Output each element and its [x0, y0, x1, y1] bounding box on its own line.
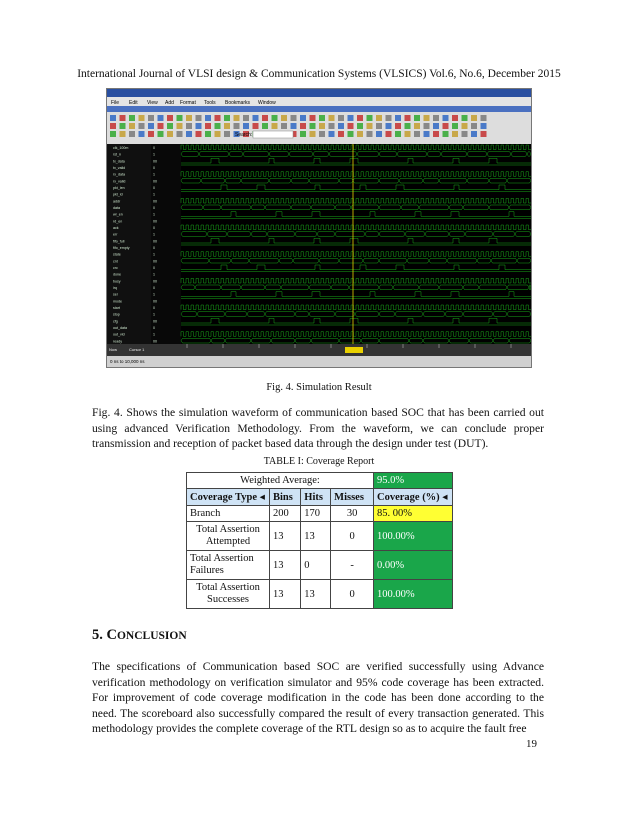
toolbar-icon[interactable]	[481, 115, 487, 121]
toolbar-icon[interactable]	[405, 131, 411, 137]
toolbar-icon[interactable]	[395, 131, 401, 137]
toolbar-icon[interactable]	[348, 115, 354, 121]
signal-value: 00	[153, 299, 157, 304]
toolbar-icon[interactable]	[452, 131, 458, 137]
toolbar-icon[interactable]	[196, 131, 202, 137]
figure-caption: Fig. 4. Simulation Result	[266, 382, 372, 393]
svg-text:Now: Now	[109, 347, 118, 352]
signal-value: 0	[153, 186, 155, 190]
signal-name[interactable]: pkt_id	[113, 192, 123, 197]
toolbar-icon[interactable]	[243, 123, 249, 129]
toolbar-icon[interactable]	[357, 115, 363, 121]
signal-value: 0	[153, 226, 155, 230]
toolbar-icon[interactable]	[414, 131, 420, 137]
toolbar-icon[interactable]	[300, 123, 306, 129]
toolbar-icon[interactable]	[376, 123, 382, 129]
signal-value: 1	[153, 192, 155, 197]
signal-value: 0	[153, 146, 155, 150]
toolbar-icon[interactable]	[272, 115, 278, 121]
signal-value: 0	[153, 286, 155, 290]
signal-name[interactable]: addr	[113, 199, 121, 204]
signal-value: 1	[153, 152, 155, 157]
toolbar-icon[interactable]	[300, 131, 306, 137]
toolbar-icon[interactable]	[158, 131, 164, 137]
toolbar-icon[interactable]	[386, 131, 392, 137]
toolbar-icon[interactable]	[481, 131, 487, 137]
toolbar-icon[interactable]	[395, 115, 401, 121]
signal-value: 00	[153, 199, 157, 204]
table-row: Branch 200 170 30 85. 00%	[187, 506, 453, 522]
toolbar-icon[interactable]	[291, 115, 297, 121]
toolbar-icon[interactable]	[367, 131, 373, 137]
signal-name[interactable]: done	[113, 272, 121, 277]
toolbar-icon[interactable]	[414, 123, 420, 129]
toolbar-icon[interactable]	[471, 131, 477, 137]
toolbar-icon[interactable]	[348, 123, 354, 129]
toolbar-icon[interactable]	[129, 123, 135, 129]
toolbar-icon[interactable]	[262, 115, 268, 121]
signal-name[interactable]: start	[113, 306, 120, 310]
svg-text:Cursor 1: Cursor 1	[129, 347, 145, 352]
toolbar-icon[interactable]	[319, 131, 325, 137]
toolbar-icon[interactable]	[395, 123, 401, 129]
toolbar-icon[interactable]	[224, 123, 230, 129]
toolbar-icon[interactable]	[177, 115, 183, 121]
signal-name[interactable]: out_vld	[113, 332, 125, 337]
col-coverage-pct[interactable]: Coverage (%) ◂	[374, 489, 453, 506]
toolbar-icon[interactable]	[319, 115, 325, 121]
signal-name[interactable]: err	[113, 232, 118, 237]
toolbar-icon[interactable]	[452, 123, 458, 129]
toolbar-icon[interactable]	[253, 115, 259, 121]
toolbar-icon[interactable]	[462, 131, 468, 137]
toolbar-icon[interactable]	[215, 131, 221, 137]
toolbar-icon[interactable]	[243, 115, 249, 121]
toolbar-icon[interactable]	[338, 115, 344, 121]
signal-value: 0	[153, 266, 155, 270]
toolbar-icon[interactable]	[148, 131, 154, 137]
menu-item-tools[interactable]: Tools	[204, 100, 216, 106]
toolbar-icon[interactable]	[120, 115, 126, 121]
status-bar	[107, 356, 531, 367]
menu-item-format[interactable]: Format	[180, 100, 196, 106]
signal-value: 1	[153, 292, 155, 297]
waveform	[181, 252, 531, 257]
search-input[interactable]	[253, 131, 293, 138]
toolbar-icon[interactable]	[215, 115, 221, 121]
signal-name[interactable]: stop	[113, 312, 120, 317]
signal-value: 1	[153, 212, 155, 217]
toolbar-icon[interactable]	[300, 115, 306, 121]
toolbar-icon[interactable]	[158, 123, 164, 129]
menu-item-window[interactable]: Window	[258, 100, 276, 106]
toolbar-icon[interactable]	[443, 115, 449, 121]
toolbar-icon[interactable]	[205, 115, 211, 121]
toolbar-icon[interactable]	[177, 123, 183, 129]
toolbar-icon[interactable]	[329, 131, 335, 137]
weighted-average-value: 95.0%	[374, 473, 453, 489]
toolbar-icon[interactable]	[281, 115, 287, 121]
signal-value: 00	[153, 219, 157, 224]
toolbar-icon[interactable]	[443, 131, 449, 137]
toolbar-icon[interactable]	[357, 123, 363, 129]
waveform	[181, 198, 531, 203]
signal-name[interactable]: data	[113, 206, 120, 210]
signal-name[interactable]: rd_en	[113, 219, 123, 224]
signal-value: 1	[153, 232, 155, 237]
toolbar-icon[interactable]	[272, 123, 278, 129]
waveform	[181, 332, 531, 337]
toolbar-icon[interactable]	[357, 131, 363, 137]
toolbar-icon[interactable]	[167, 123, 173, 129]
toolbar-icon[interactable]	[110, 131, 116, 137]
signal-value: 00	[153, 179, 157, 184]
toolbar-icon[interactable]	[386, 123, 392, 129]
menu-item-edit[interactable]: Edit	[129, 100, 138, 106]
table-row: Total Assertion Failures 13 0 - 0.00%	[187, 551, 453, 580]
menu-item-view[interactable]: View	[147, 100, 158, 106]
signal-name[interactable]: fifo_full	[113, 239, 125, 244]
toolbar-icon[interactable]	[139, 123, 145, 129]
signal-name[interactable]: crc	[113, 266, 118, 270]
section-heading: 5. CONCLUSION	[92, 627, 187, 643]
signal-value: 1	[153, 252, 155, 257]
toolbar-icon[interactable]	[471, 123, 477, 129]
table-row: Total Assertion Attempted 13 13 0 100.00%	[187, 522, 453, 551]
toolbar-icon[interactable]	[234, 123, 240, 129]
svg-text:0 ns to 10,000 ns: 0 ns to 10,000 ns	[110, 359, 145, 364]
toolbar-icon[interactable]	[462, 115, 468, 121]
weighted-average-label: Weighted Average:	[187, 473, 374, 489]
waveform	[181, 225, 531, 230]
col-hits: Hits	[301, 489, 331, 506]
journal-header: International Journal of VLSI design & Communication Systems (VLSICS) Vol.6, No.6, December 2015	[77, 68, 561, 80]
toolbar-icon[interactable]	[338, 131, 344, 137]
toolbar-icon[interactable]	[405, 115, 411, 121]
toolbar-icon[interactable]	[471, 115, 477, 121]
toolbar-icon[interactable]	[224, 131, 230, 137]
toolbar-icon[interactable]	[367, 123, 373, 129]
signal-value: 00	[153, 259, 157, 264]
toolbar-icon[interactable]	[110, 123, 116, 129]
toolbar-icon[interactable]	[376, 115, 382, 121]
col-coverage-type[interactable]: Coverage Type ◂	[187, 489, 270, 506]
toolbar-icon[interactable]	[291, 123, 297, 129]
signal-name[interactable]: irq	[113, 286, 117, 290]
paragraph-simulation: Fig. 4. Shows the simulation waveform of communication based SOC that has been carried out using advanced Verification Methodology. From the waveform, we can conclude proper transmission and reception of packet based data through the design under test (DUT).	[92, 406, 544, 451]
toolbar-icon[interactable]	[481, 123, 487, 129]
toolbar-icon[interactable]	[158, 115, 164, 121]
toolbar-icon[interactable]	[234, 115, 240, 121]
signal-value: 0	[153, 206, 155, 210]
table-caption: TABLE I: Coverage Report	[263, 456, 375, 467]
toolbar-icon[interactable]	[110, 115, 116, 121]
toolbar-icon[interactable]	[310, 123, 316, 129]
signal-value: 1	[153, 172, 155, 177]
waveform	[181, 172, 531, 177]
signal-value: 00	[153, 159, 157, 164]
toolbar-icon[interactable]	[433, 131, 439, 137]
toolbar-icon[interactable]	[310, 131, 316, 137]
toolbar-icon[interactable]	[433, 123, 439, 129]
coverage-table	[186, 472, 453, 609]
signal-name[interactable]: out_data	[113, 326, 127, 330]
col-misses: Misses	[331, 489, 374, 506]
toolbar-icon[interactable]	[338, 123, 344, 129]
signal-name[interactable]: tx_valid	[113, 166, 126, 170]
toolbar-icon[interactable]	[443, 123, 449, 129]
signal-value: 0	[153, 326, 155, 330]
toolbar-icon[interactable]	[386, 115, 392, 121]
signal-name[interactable]: ack	[113, 226, 119, 230]
toolbar-icon[interactable]	[452, 115, 458, 121]
simulation-screenshot	[106, 88, 532, 368]
menu-item-add[interactable]: Add	[165, 100, 174, 106]
toolbar-icon[interactable]	[424, 131, 430, 137]
signal-value: 1	[153, 332, 155, 337]
col-bins: Bins	[270, 489, 301, 506]
toolbar-icon[interactable]	[215, 123, 221, 129]
signal-value: 1	[153, 272, 155, 277]
toolbar-icon[interactable]	[405, 123, 411, 129]
waveform	[181, 278, 531, 283]
toolbar-icon[interactable]	[129, 131, 135, 137]
toolbar-icon[interactable]	[424, 123, 430, 129]
search-label: Search:	[235, 132, 253, 138]
toolbar-icon[interactable]	[177, 131, 183, 137]
signal-name[interactable]: state	[113, 252, 121, 257]
menu-item-bookmarks[interactable]: Bookmarks	[225, 100, 251, 106]
signal-name[interactable]: fifo_empty	[113, 246, 130, 250]
toolbar-icon[interactable]	[253, 123, 259, 129]
toolbar-icon[interactable]	[148, 123, 154, 129]
signal-name[interactable]: busy	[113, 279, 121, 284]
toolbar-icon[interactable]	[281, 123, 287, 129]
signal-value: 00	[153, 339, 157, 344]
waveform	[181, 145, 531, 150]
signal-name[interactable]: rst_n	[113, 152, 121, 157]
toolbar-icon[interactable]	[205, 131, 211, 137]
toolbar-icon[interactable]	[462, 123, 468, 129]
page-number: 19	[526, 738, 537, 750]
toolbar-icon[interactable]	[310, 115, 316, 121]
signal-name[interactable]: pkt_len	[113, 186, 125, 190]
signal-name[interactable]: cfg	[113, 319, 118, 324]
toolbar-icon[interactable]	[424, 115, 430, 121]
signal-name[interactable]: rx_valid	[113, 179, 126, 184]
toolbar-icon[interactable]	[167, 131, 173, 137]
toolbar-icon[interactable]	[186, 115, 192, 121]
signal-name[interactable]: clk_100m	[113, 146, 129, 150]
signal-name[interactable]: tx_data	[113, 159, 125, 164]
toolbar-icon[interactable]	[120, 123, 126, 129]
signal-name[interactable]: sel	[113, 292, 118, 297]
toolbar-icon[interactable]	[167, 115, 173, 121]
toolbar-icon[interactable]	[148, 115, 154, 121]
waveform	[181, 305, 531, 310]
toolbar-icon[interactable]	[120, 131, 126, 137]
signal-name[interactable]: mode	[113, 299, 122, 304]
toolbar-icon[interactable]	[139, 131, 145, 137]
toolbar-icon[interactable]	[262, 123, 268, 129]
toolbar-icon[interactable]	[224, 115, 230, 121]
toolbar-icon[interactable]	[376, 131, 382, 137]
toolbar-icon[interactable]	[129, 115, 135, 121]
toolbar-icon[interactable]	[139, 115, 145, 121]
toolbar-icon[interactable]	[196, 115, 202, 121]
signal-name[interactable]: wr_en	[113, 212, 123, 217]
signal-name[interactable]: ready	[113, 339, 122, 344]
toolbar-icon[interactable]	[186, 131, 192, 137]
table-row: Total Assertion Successes 13 13 0 100.00%	[187, 580, 453, 609]
signal-value: 1	[153, 312, 155, 317]
signal-value: 0	[153, 306, 155, 310]
signal-name[interactable]: cnt	[113, 259, 118, 264]
window-title-bar	[107, 89, 531, 97]
signal-value: 00	[153, 319, 157, 324]
toolbar-icon[interactable]	[205, 123, 211, 129]
toolbar-icon[interactable]	[329, 123, 335, 129]
toolbar-icon[interactable]	[348, 131, 354, 137]
toolbar-icon[interactable]	[186, 123, 192, 129]
signal-value: 0	[153, 166, 155, 170]
toolbar-icon[interactable]	[329, 115, 335, 121]
toolbar-icon[interactable]	[319, 123, 325, 129]
menu-item-file[interactable]: File	[111, 100, 120, 106]
signal-value: 0	[153, 246, 155, 250]
toolbar-icon[interactable]	[414, 115, 420, 121]
signal-value: 00	[153, 279, 157, 284]
toolbar-icon[interactable]	[196, 123, 202, 129]
toolbar-icon[interactable]	[433, 115, 439, 121]
paragraph-conclusion: The specifications of Communication based SOC are verified successfully using Advance verification methodology on verification simulator and 95% code coverage has been extracted. For improvement of code coverage modification in the code has been done according to the need. The scoreboard also successfully compared the result of every transaction generated. This methodology provides the complete coverage of the RTL design so as to acquire the fault free	[92, 660, 544, 736]
signal-value: 00	[153, 239, 157, 244]
toolbar-icon[interactable]	[367, 115, 373, 121]
signal-name[interactable]: rx_data	[113, 172, 125, 177]
